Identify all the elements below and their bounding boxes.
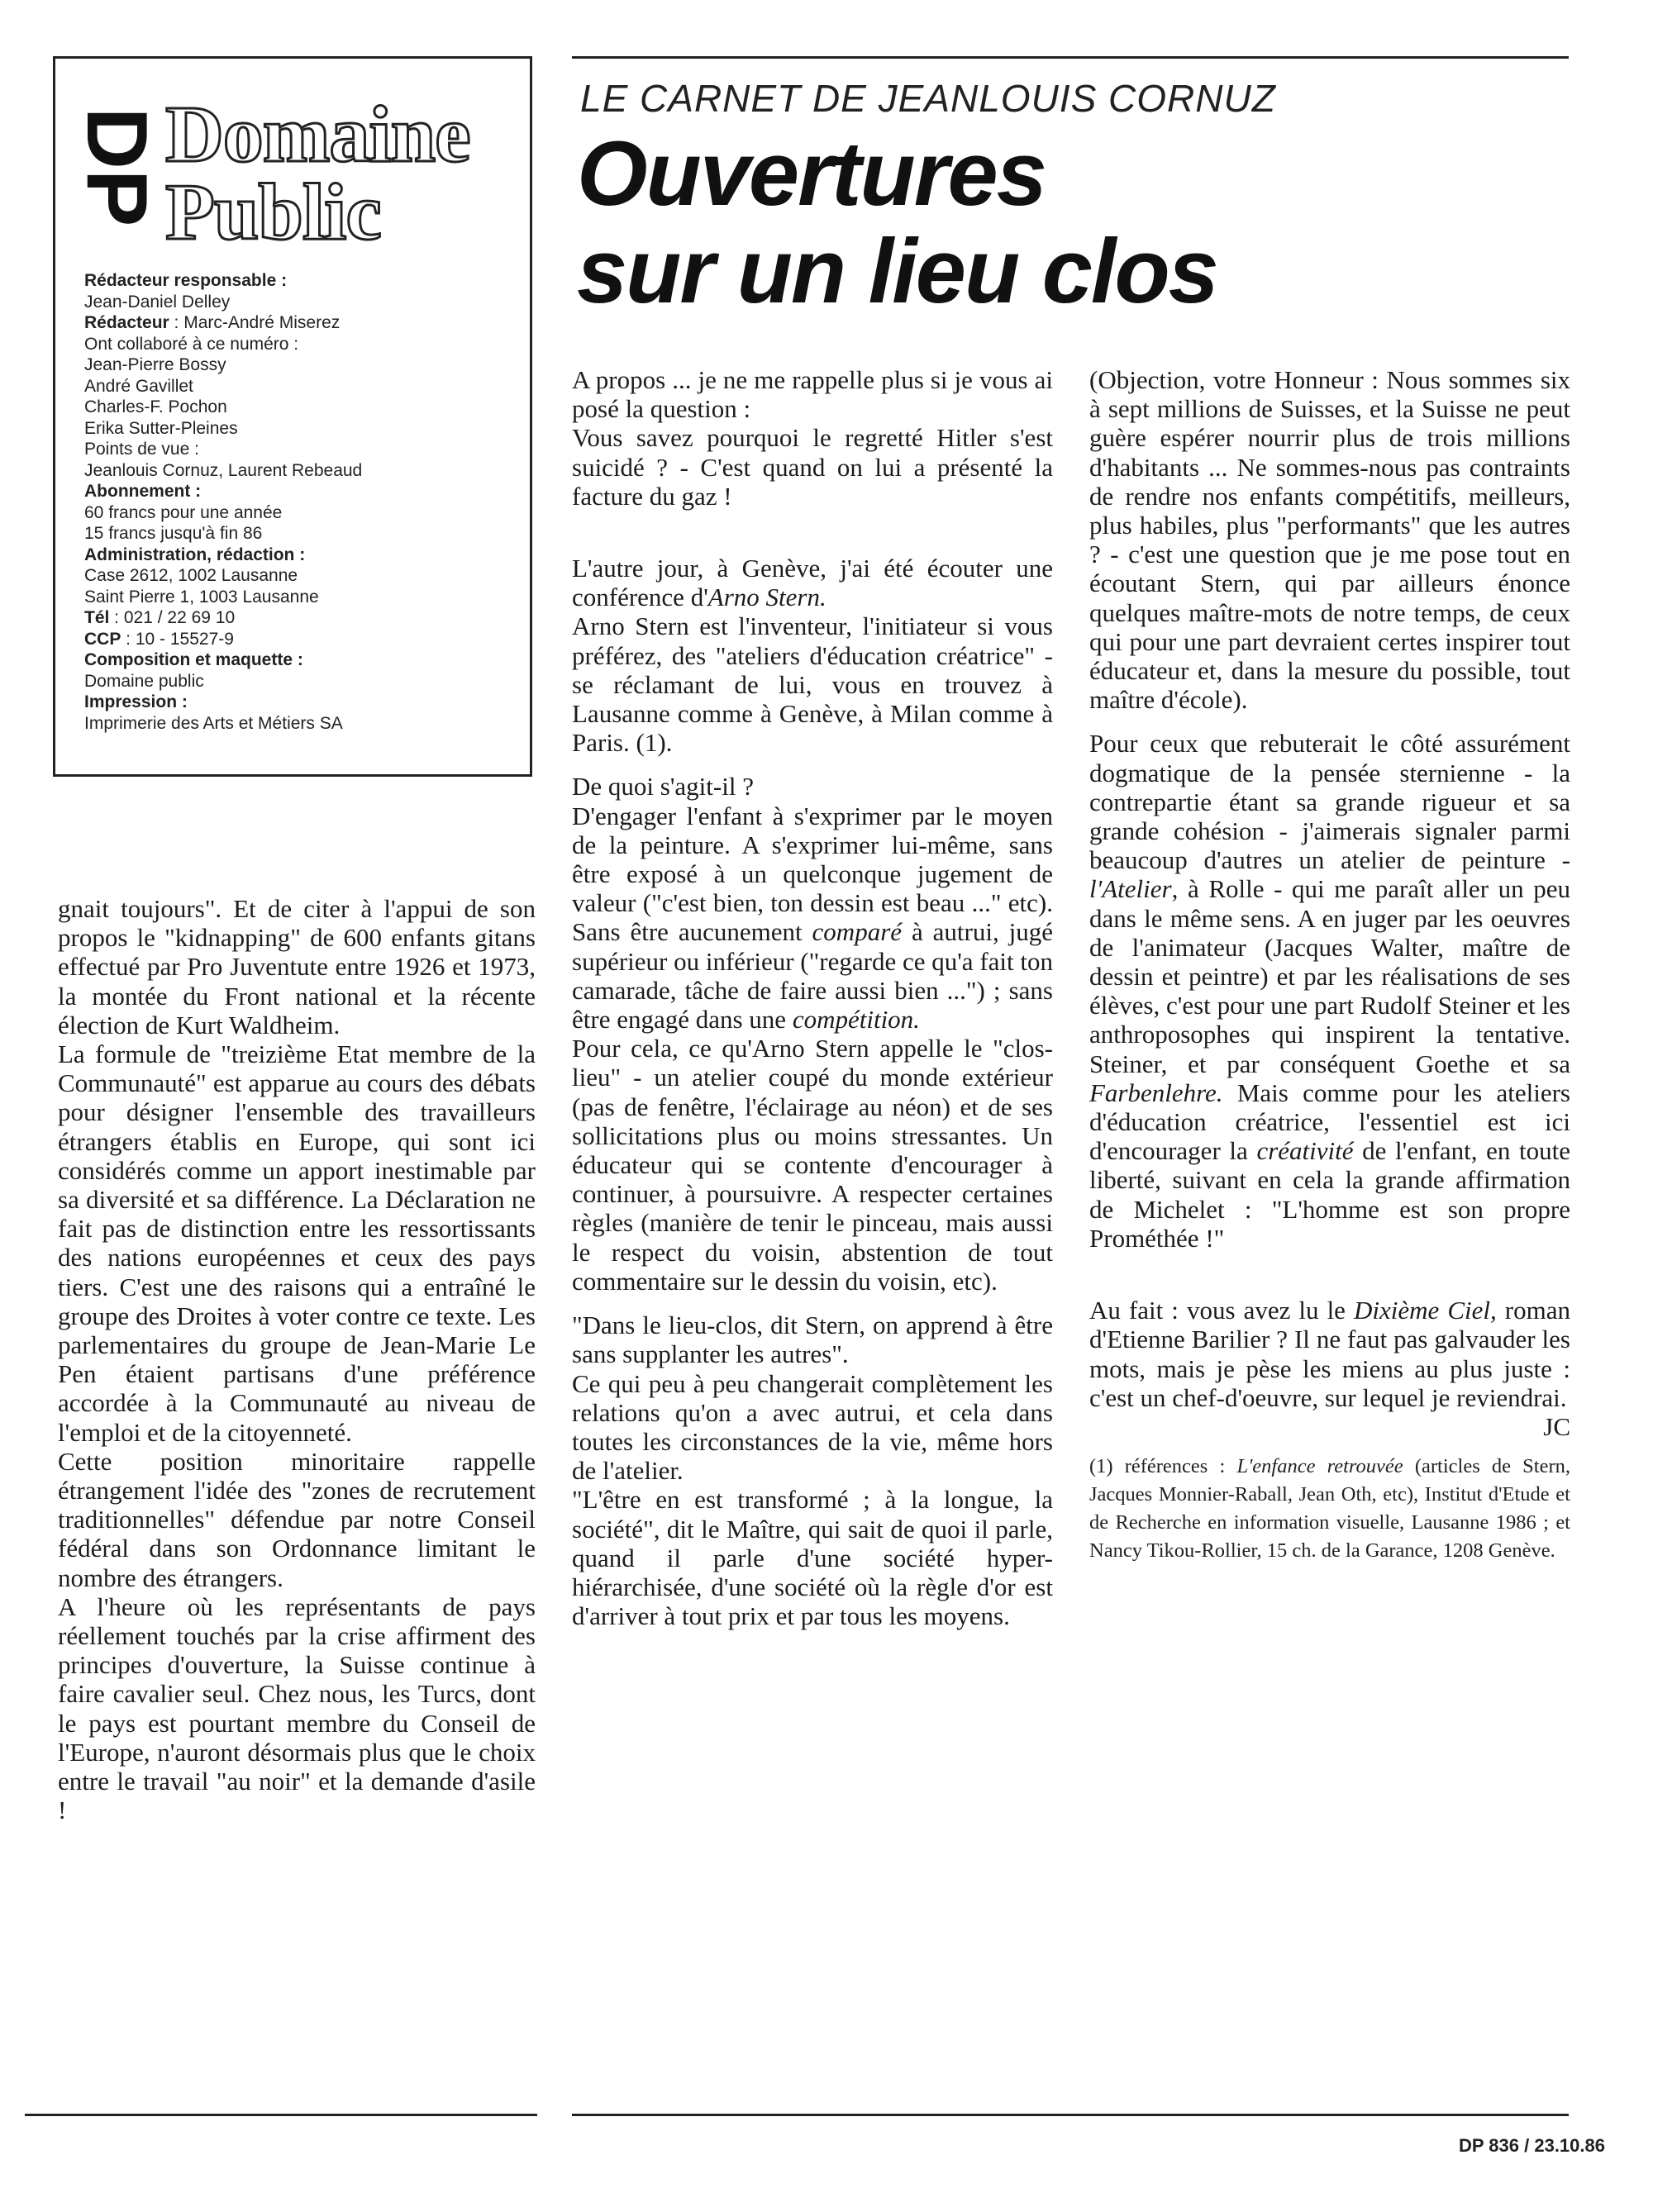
staff-value: Case 2612, 1002 Lausanne bbox=[84, 566, 298, 585]
staff-row bbox=[84, 629, 522, 650]
left-column bbox=[58, 894, 536, 1825]
staff-value: Points de vue : bbox=[84, 440, 199, 459]
left-paragraph: La formule de "treizième Etat membre de la Communauté" est apparue au cours des débats pour désigner l'ensemble des travailleurs étrangers établis en Europe, qui sont ici considérés comme un apport inestimable par sa diversité et sa différence. La Déclaration ne fait pas de distinction entre les ressortissants des nations européennes et ceux des pays tiers. C'est une des raisons qui a entraîné le groupe des Droites à voter contre ce texte. Les parlementaires du groupe de Jean-Marie Le Pen étaient partisans d'une préférence accordée à la Communauté au niveau de l'emploi et de la citoyenneté. bbox=[58, 1039, 536, 1447]
dp-logo bbox=[71, 93, 162, 241]
staff-row bbox=[84, 649, 522, 671]
staff-row bbox=[84, 292, 522, 313]
title-line-1: Ouvertures bbox=[577, 123, 1046, 225]
middle-paragraph bbox=[572, 802, 1053, 1035]
text-run: de l'enfant, en toute liberté, suivant en cela la grande affirmation de Michelet : "L'homme est son propre Prométhée !" bbox=[1089, 1136, 1570, 1253]
staff-row bbox=[84, 270, 522, 292]
staff-label: Rédacteur bbox=[84, 313, 169, 332]
staff-row bbox=[84, 439, 522, 460]
middle-paragraph: Arno Stern est l'inventeur, l'initiateur si vous préférez, des "ateliers d'éducation créatrice" - se réclamant de lui, vous en trouvez à Lausanne comme à Genève, à Milan comme à Paris. (1). bbox=[572, 611, 1053, 758]
right-paragraph: (Objection, votre Honneur : Nous sommes six à sept millions de Suisses, et la Suisse ne peut guère espérer nourrir plus de trois millions d'habitants ... Ne sommes-nous pas contraints de rendre nos enfants compétitifs, meilleurs, plus habiles, plus "performants" que les autres ? - c'est une question que je me pose tout en écoutant Stern, qui par ailleurs énonce quelques maître-mots de notre temps, de ceux qui pour une part devraient certes inspirer tout éducateur et, dans la mesure du possible, tout maître d'école). bbox=[1089, 365, 1570, 715]
text-run: Au fait : vous avez lu le bbox=[1089, 1296, 1354, 1325]
text-run: (1) références : bbox=[1089, 1455, 1237, 1478]
middle-paragraph: "L'être en est transformé ; à la longue, la société", dit le Maître, qui sait de quoi il parle, quand il parle d'une société hyper-hiérarchisée, d'une société où la règle d'or est d'arriver à tout prix et par tous les moyens. bbox=[572, 1485, 1053, 1631]
brand-public: Public bbox=[165, 168, 381, 257]
issue-number: DP 836 / 23.10.86 bbox=[1459, 2135, 1605, 2156]
text-run: à autrui, jugé supérieur ou inférieur ("regarde ce qu'a fait ton camarade, tâche de faire aussi bien ...") ; sans être engagé dans une bbox=[572, 917, 1053, 1035]
staff-row bbox=[84, 713, 522, 735]
bottom-rule-left bbox=[25, 2114, 537, 2116]
footnote bbox=[1089, 1453, 1570, 1565]
staff-label: Composition et maquette : bbox=[84, 650, 303, 669]
staff-value: Jean-Daniel Delley bbox=[84, 292, 231, 312]
brand-domaine: Domaine bbox=[165, 90, 470, 179]
staff-value: : Marc-André Miserez bbox=[169, 313, 341, 332]
staff-value: Jean-Pierre Bossy bbox=[84, 355, 226, 374]
staff-label: Impression : bbox=[84, 692, 188, 711]
staff-row bbox=[84, 502, 522, 524]
staff-row bbox=[84, 523, 522, 545]
text-run: L'autre jour, à Genève, j'ai été écouter une conférence d' bbox=[572, 554, 1053, 612]
article-kicker: LE CARNET DE JEANLOUIS CORNUZ bbox=[580, 77, 1276, 120]
text-run: Pour ceux que rebuterait le côté assurément dogmatique de la pensée sternienne - la contrepartie étant sa grande rigueur et sa grande cohésion - j'aimerais signaler parmi beaucoup d'autres un atelier de peinture - bbox=[1089, 729, 1570, 875]
text-run-italic: Arno Stern. bbox=[707, 583, 826, 612]
staff-value: Domaine public bbox=[84, 671, 204, 691]
text-run-italic: l'Atelier bbox=[1089, 874, 1172, 904]
middle-column bbox=[572, 365, 1053, 1630]
staff-value: Imprimerie des Arts et Métiers SA bbox=[84, 713, 343, 733]
staff-value: Jeanlouis Cornuz, Laurent Rebeaud bbox=[84, 460, 363, 480]
staff-row bbox=[84, 545, 522, 566]
right-paragraph bbox=[1089, 1296, 1570, 1412]
staff-row bbox=[84, 418, 522, 440]
text-run-italic: créativité bbox=[1256, 1136, 1354, 1166]
staff-row bbox=[84, 565, 522, 587]
text-run: roman d'Etienne Barilier ? Il ne faut pas galvauder les mots, mais je pèse les miens au plus juste : c'est un chef-d'oeuvre, sur lequel je reviendrai. bbox=[1089, 1296, 1570, 1412]
dp-initials-icon bbox=[71, 93, 162, 241]
header-rule bbox=[572, 56, 1569, 59]
author-signature: JC bbox=[1543, 1411, 1570, 1441]
left-paragraph: A l'heure où les représentants de pays réellement touchés par la crise affirment des principes d'ouverture, la Suisse continue à faire cavalier seul. Chez nous, les Turcs, dont le pays est pourtant membre du Conseil de l'Europe, n'auront désormais plus que le choix entre le travail "au noir" et la demande d'asile ! bbox=[58, 1591, 536, 1825]
text-run: D'engager l'enfant à s'exprimer par le moyen de la peinture. A s'exprimer lui-même, sans être exposé à un quelconque jugement de valeur ("c'est bien, ton dessin est beau ..." etc). Sans être aucunement bbox=[572, 801, 1053, 947]
staff-row bbox=[84, 692, 522, 713]
text-run: (articles de Stern, Jacques Monnier-Raball, Jean Oth, etc), Institut d'Etude et de Recherche en information visuelle, Lausanne 1986 ; et Nancy Tikou-Rollier, 15 ch. de la Garance, 1208 Genève. bbox=[1089, 1455, 1570, 1563]
right-column bbox=[1089, 365, 1570, 1565]
middle-paragraph: Pour cela, ce qu'Arno Stern appelle le "clos-lieu" - un atelier coupé du monde extérieur (pas de fenêtre, l'éclairage au néon) et de ses sollicitations plus ou moins stressantes. Un éducateur qui se contente d'encourager à continuer, à poursuivre. A respecter certaines règles (manière de tenir le pinceau, mais aussi le respect du voisin, abstention de tout commentaire sur le dessin du voisin, etc). bbox=[572, 1034, 1053, 1296]
staff-row bbox=[84, 671, 522, 692]
staff-label: Abonnement : bbox=[84, 482, 202, 501]
dp-initials: DP bbox=[71, 107, 162, 227]
text-run: Mais comme pour les ateliers d'éducation créatrice, l'essentiel est ici d'encourager la bbox=[1089, 1077, 1570, 1166]
staff-row bbox=[84, 354, 522, 376]
staff-row bbox=[84, 312, 522, 334]
staff-row bbox=[84, 376, 522, 397]
staff-row bbox=[84, 587, 522, 608]
staff-value: Saint Pierre 1, 1003 Lausanne bbox=[84, 587, 319, 607]
middle-paragraph: "Dans le lieu-clos, dit Stern, on apprend à être sans supplanter les autres". bbox=[572, 1311, 1053, 1369]
left-paragraph: Cette position minoritaire rappelle étrangement l'idée des "zones de recrutement traditionnelles" défendue par notre Conseil fédéral dans son Ordonnance limitant le nombre des étrangers. bbox=[58, 1446, 536, 1592]
staff-value: 60 francs pour une année bbox=[84, 502, 283, 522]
staff-value: : 10 - 15527-9 bbox=[121, 629, 234, 649]
text-run-italic: Farbenlehre. bbox=[1089, 1077, 1223, 1107]
staff-value: Charles-F. Pochon bbox=[84, 397, 227, 416]
staff-value: : 021 / 22 69 10 bbox=[109, 608, 236, 627]
staff-row bbox=[84, 481, 522, 502]
title-line-2: sur un lieu clos bbox=[577, 221, 1217, 322]
article-title bbox=[577, 123, 1217, 322]
staff-label: Administration, rédaction : bbox=[84, 545, 306, 564]
staff-row bbox=[84, 334, 522, 355]
staff-row bbox=[84, 607, 522, 629]
staff-row bbox=[84, 397, 522, 418]
staff-value: 15 francs jusqu'à fin 86 bbox=[84, 524, 263, 543]
middle-paragraph bbox=[572, 554, 1053, 611]
text-run-italic: comparé bbox=[812, 917, 903, 947]
middle-paragraph: De quoi s'agit-il ? bbox=[572, 772, 754, 802]
staff-value: Erika Sutter-Pleines bbox=[84, 418, 238, 438]
staff-label: CCP bbox=[84, 629, 121, 649]
right-paragraph bbox=[1089, 729, 1570, 1253]
text-run-italic: L'enfance retrouvée bbox=[1236, 1455, 1403, 1478]
staff-list bbox=[84, 270, 522, 734]
staff-value: André Gavillet bbox=[84, 376, 193, 396]
middle-paragraph: A propos ... je ne me rappelle plus si je vous ai posé la question : bbox=[572, 365, 1053, 424]
staff-value: Ont collaboré à ce numéro : bbox=[84, 334, 299, 354]
text-run-italic: compétition. bbox=[792, 1005, 920, 1035]
bottom-rule-right bbox=[572, 2114, 1569, 2116]
staff-label: Rédacteur responsable : bbox=[84, 271, 288, 290]
staff-row bbox=[84, 460, 522, 482]
staff-label: Tél bbox=[84, 608, 110, 627]
middle-paragraph: Ce qui peu à peu changerait complètement les relations qu'on a avec autrui, et cela dans toutes les circonstances de la vie, même hors de l'atelier. bbox=[572, 1368, 1053, 1486]
left-paragraph: gnait toujours". Et de citer à l'appui de son propos le "kidnapping" de 600 enfants gitans effectué par Pro Juventute entre 1926 et 1973, la montée du Front national et la récente élection de Kurt Waldheim. bbox=[58, 894, 536, 1039]
middle-paragraph: Vous savez pourquoi le regretté Hitler s'est suicidé ? - C'est quand on lui a présenté la facture du gaz ! bbox=[572, 423, 1053, 511]
text-run: , à Rolle - qui me paraît aller un peu dans le même sens. A en juger par les oeuvres de l'animateur (Jacques Walter, maître de dessin et peintre) et par les réalisations de ses élèves, c'est pour une part Rudolf Steiner et les anthroposophes qui inspirent la tentative. Steiner, et par conséquent Goethe et sa bbox=[1089, 874, 1570, 1078]
text-run-italic: Dixième Ciel, bbox=[1354, 1296, 1497, 1325]
